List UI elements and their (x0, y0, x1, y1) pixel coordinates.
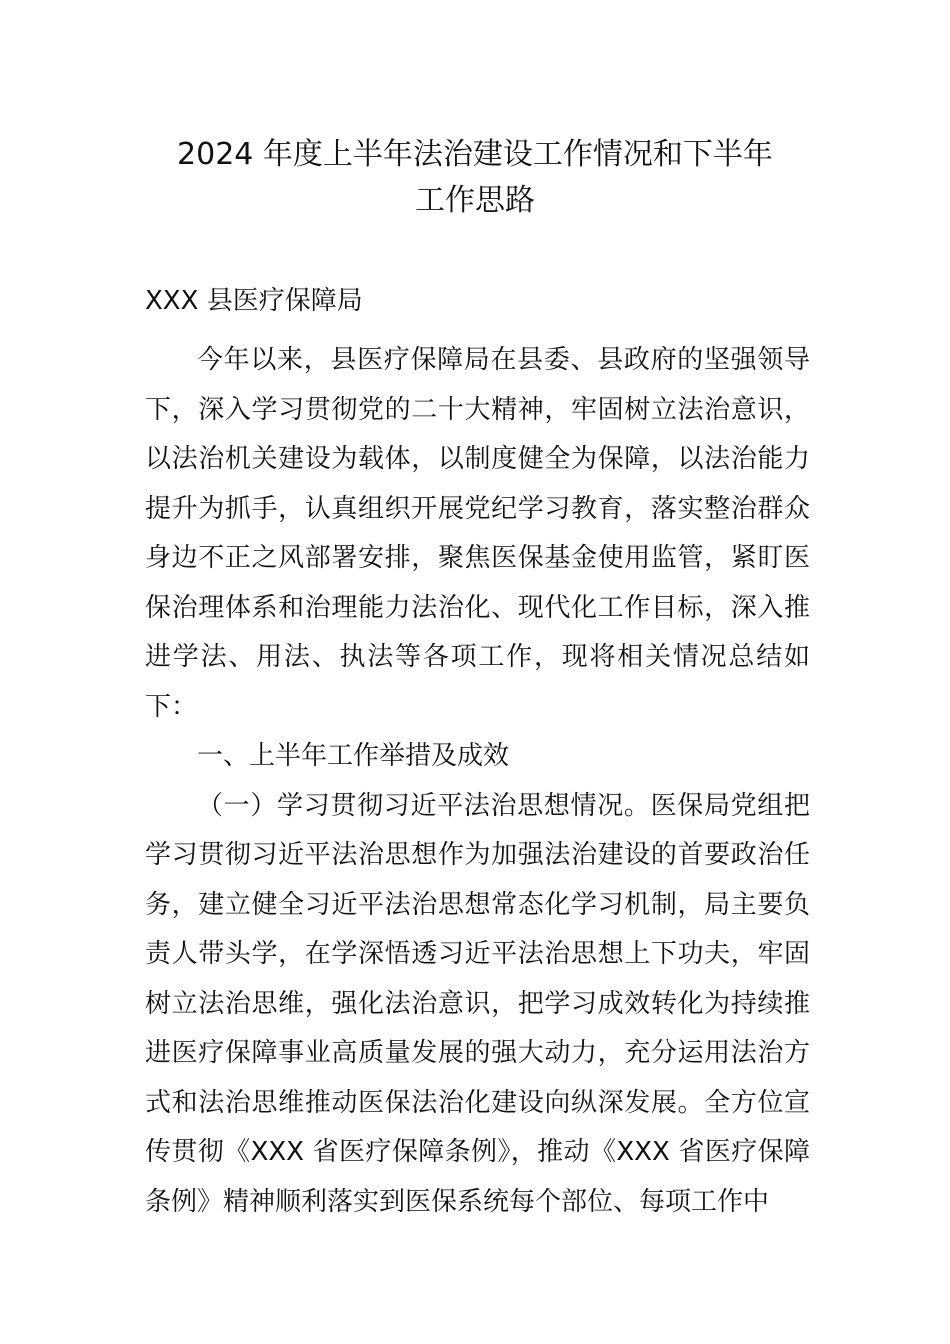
section-heading-1: 一、上半年工作举措及成效 (197, 741, 510, 771)
document-title-line2: 工作思路 (415, 183, 535, 218)
document-body (145, 336, 810, 1227)
intro-paragraph: 今年以来，县医疗保障局在县委、县政府的坚强领导下，深入学习贯彻党的二十大精神，牢固树立法治意识，以法治机关建设为载体，以制度健全为保障，以法治能力提升为抓手，认真组织开展党纪学习教育，落实整治群众身边不正之风部署安排，聚焦医保基金使用监管，紧盯医保治理体系和治理能力法治化、现代化工作目标，深入推进学法、用法、执法等各项工作，现将相关情况总结如下： (145, 345, 810, 722)
organization-name: XXX 县医疗保障局 (145, 286, 363, 316)
document-title-line1: 2024 年度上半年法治建设工作情况和下半年 (177, 137, 773, 172)
section1-paragraph-1: （一）学习贯彻习近平法治思想情况。医保局党组把学习贯彻习近平法治思想作为加强法治建设的首要政治任务，建立健全习近平法治思想常态化学习机制，局主要负责人带头学，在学深悟透习近平法治思想上下功夫，牢固树立法治思维，强化法治意识，把学习成效转化为持续推进医疗保障事业高质量发展的强大动力，充分运用法治方式和法治思维推动医保法治化建设向纵深发展。全方位宣传贯彻《XXX 省医疗保障条例》，推动《XXX 省医疗保障条例》精神顺利落实到医保系统每个部位、每项工作中 (145, 790, 810, 1217)
